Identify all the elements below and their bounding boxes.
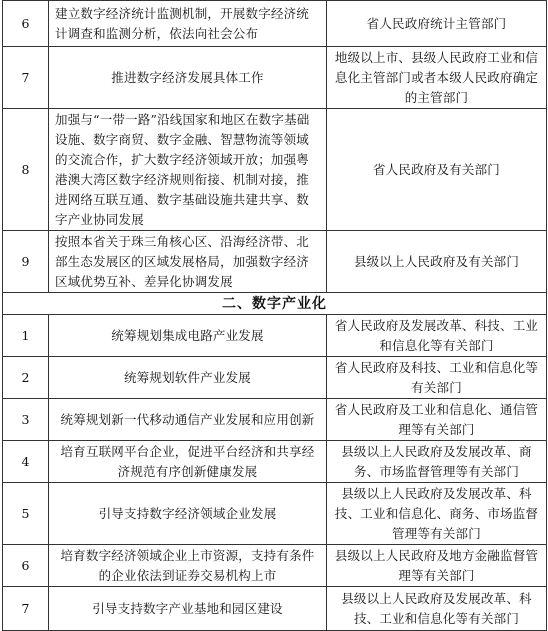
department-cell: 省人民政府及发展改革、科技、工业和信息化等有关部门 bbox=[327, 315, 547, 357]
task-cell: 引导支持数字经济领域企业发展 bbox=[49, 483, 327, 545]
task-cell: 培育数字经济领域企业上市资源，支持有条件的企业依法到证券交易机构上市 bbox=[49, 545, 327, 587]
row-number: 8 bbox=[3, 109, 49, 231]
task-cell: 推进数字经济发展具体工作 bbox=[49, 47, 327, 109]
table-row bbox=[3, 441, 547, 483]
table-row bbox=[3, 545, 547, 587]
section-title: 二、数字产业化 bbox=[3, 293, 547, 315]
department-cell: 县级以上人民政府及发展改革、科技、工业和信息化等有关部门 bbox=[327, 587, 547, 631]
task-cell: 按照本省关于珠三角核心区、沿海经济带、北部生态发展区的区域发展格局，加强数字经济区域优势互补、差异化协调发展 bbox=[49, 231, 327, 293]
task-cell: 统筹规划新一代移动通信产业发展和应用创新 bbox=[49, 399, 327, 441]
row-number: 7 bbox=[3, 47, 49, 109]
department-cell: 地级以上市、县级人民政府工业和信息化主管部门或者本级人民政府确定的主管部门 bbox=[327, 47, 547, 109]
table-row bbox=[3, 357, 547, 399]
task-cell: 统筹规划软件产业发展 bbox=[49, 357, 327, 399]
row-number: 7 bbox=[3, 587, 49, 631]
row-number: 9 bbox=[3, 231, 49, 293]
task-cell: 培育互联网平台企业，促进平台经济和共享经济规范有序创新健康发展 bbox=[49, 441, 327, 483]
row-number: 6 bbox=[3, 545, 49, 587]
row-number: 3 bbox=[3, 399, 49, 441]
table-row bbox=[3, 315, 547, 357]
row-number: 5 bbox=[3, 483, 49, 545]
department-cell: 县级以上人民政府及发展改革、科技、工业和信息化、商务、市场监督管理等有关部门 bbox=[327, 483, 547, 545]
department-cell: 省人民政府统计主管部门 bbox=[327, 1, 547, 47]
table-row bbox=[3, 483, 547, 545]
department-cell: 县级以上人民政府及发展改革、商务、市场监督管理等有关部门 bbox=[327, 441, 547, 483]
department-cell: 省人民政府及工业和信息化、通信管理等有关部门 bbox=[327, 399, 547, 441]
task-cell: 建立数字经济统计监测机制，开展数字经济统计调查和监测分析，依法向社会公布 bbox=[49, 1, 327, 47]
table-row bbox=[3, 109, 547, 231]
section-header-row bbox=[3, 293, 547, 315]
department-cell: 省人民政府及科技、工业和信息化等有关部门 bbox=[327, 357, 547, 399]
task-cell: 统筹规划集成电路产业发展 bbox=[49, 315, 327, 357]
row-number: 1 bbox=[3, 315, 49, 357]
responsibility-table bbox=[2, 0, 547, 631]
task-cell: 加强与“一带一路”沿线国家和地区在数字基础设施、数字商贸、数字金融、智慧物流等领域的交流合作，扩大数字经济领域开放；加强粤港澳大湾区数字经济规则衔接、机制对接，推进网络互联互通、数字基础设施共建共享、数字产业协同发展 bbox=[49, 109, 327, 231]
table-row bbox=[3, 231, 547, 293]
table-row bbox=[3, 1, 547, 47]
task-cell: 引导支持数字产业基地和园区建设 bbox=[49, 587, 327, 631]
department-cell: 县级以上人民政府及有关部门 bbox=[327, 231, 547, 293]
table-row bbox=[3, 47, 547, 109]
row-number: 4 bbox=[3, 441, 49, 483]
department-cell: 县级以上人民政府及地方金融监督管理等有关部门 bbox=[327, 545, 547, 587]
row-number: 2 bbox=[3, 357, 49, 399]
row-number: 6 bbox=[3, 1, 49, 47]
table-row bbox=[3, 399, 547, 441]
department-cell: 省人民政府及有关部门 bbox=[327, 109, 547, 231]
